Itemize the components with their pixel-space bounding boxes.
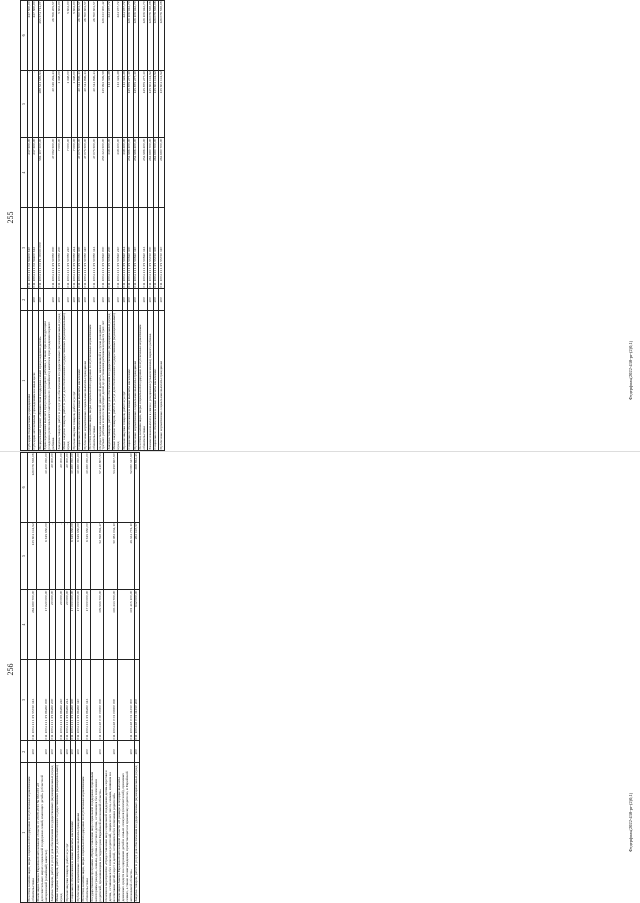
plan-amount-cell: 103 333 700,00	[104, 590, 117, 660]
remaining-amount-cell: 129 076 558,08	[159, 1, 165, 71]
executed-amount-cell: -	[50, 522, 56, 590]
budget-code-cell: 011 1004 11 1 P1 86260 000	[37, 660, 50, 741]
table-row	[159, 1, 165, 451]
admin-code-cell: 200	[57, 289, 63, 312]
budget-code-cell: 011 1004 11 1 P1 50840 310	[133, 208, 139, 289]
budget-code-cell: 011 1004 11 1 P1 55730 300	[153, 208, 159, 289]
plan-amount-cell: 584 107 500,00	[38, 138, 44, 208]
plan-amount-cell: 17 000 000,00	[81, 590, 90, 660]
budget-code-cell: 011 1004 28 0 01 11350 200	[134, 660, 140, 741]
name-cell: Закупка товаров, работ и услуг для обеспечения государственных (муниципальных) нужд	[107, 311, 113, 451]
remaining-amount-cell: 20 000,00	[50, 453, 56, 523]
column-header: 4	[21, 138, 28, 208]
admin-code-cell: 200	[113, 289, 122, 312]
table-row	[104, 453, 117, 903]
plan-amount-cell: 632 000,00	[134, 590, 140, 660]
budget-code-cell: 011 1004 11 1 P1 86260 200	[50, 660, 56, 741]
name-cell: Пособия, компенсации, меры социальной поддержки по публичным нормативным обязательствам	[27, 763, 36, 903]
remaining-amount-cell: 224 977,72	[122, 1, 128, 71]
executed-amount-cell: 20 314 896,43	[83, 70, 89, 138]
plan-amount-cell: 47 075 500,00	[83, 138, 89, 208]
admin-code-cell: 200	[153, 289, 159, 312]
executed-amount-cell: 1 398,00	[57, 70, 63, 138]
plan-amount-cell: 17 000 000,00	[76, 590, 82, 660]
column-header: 6	[21, 453, 28, 523]
budget-code-cell: 011 1004 11 1 P1 50840 313	[139, 208, 148, 289]
admin-code-cell: 200	[38, 289, 44, 312]
name-cell: Субсидии бюджетным учреждениям	[27, 311, 33, 451]
column-header: 6	[21, 1, 28, 71]
name-cell: Социальное обеспечение и иные выплаты населению	[153, 311, 159, 451]
admin-code-cell: 200	[81, 741, 90, 764]
budget-code-cell: 011 1004 11 1 P1 50780 200	[57, 208, 63, 289]
footer-stamp: Федерфоль(2022-430-pr-(2)0,1)	[628, 792, 633, 852]
name-cell: Закупка товаров, работ и услуг для обеспечения государственных (муниципальных) нужд	[57, 311, 63, 451]
budget-code-cell: 011 1004 11 1 P1 55730 000	[148, 208, 154, 289]
name-cell: Публичные нормативные социальные выплаты гражданам	[76, 763, 82, 903]
budget-code-cell: 011 1004 11 1 02 59400 612	[33, 208, 39, 289]
budget-code-cell: 011 1004 28 0 01 11350 000	[117, 660, 134, 741]
budget-code-cell: 011 1004 11 1 P1 50780 000	[44, 208, 57, 289]
plan-amount-cell: 17 000 000,00	[70, 590, 76, 660]
executed-amount-cell: -	[27, 70, 33, 138]
plan-amount-cell: 338 300,00	[122, 138, 128, 208]
executed-amount-cell: 50 083 032,10	[104, 522, 117, 590]
column-header: 1	[21, 763, 28, 903]
executed-amount-cell: 135 604 141,92	[153, 70, 159, 138]
plan-amount-cell: 237 500,00	[27, 138, 33, 208]
table-row	[117, 453, 134, 903]
budget-code-cell: 011 1004 28 0 01 00000 000	[104, 660, 117, 741]
admin-code-cell: 200	[88, 289, 97, 312]
executed-amount-cell: 113 322,28	[113, 70, 122, 138]
admin-code-cell: 200	[70, 741, 76, 764]
budget-code-cell: 011 1004 11 1 P1 50780 313	[88, 208, 97, 289]
remaining-amount-cell: 26 766 205,57	[44, 1, 57, 71]
executed-amount-cell: 20 316 294,43	[44, 70, 57, 138]
budget-code-cell: 011 1004 11 1 P1 50780 300	[77, 208, 83, 289]
budget-table	[20, 452, 140, 903]
remaining-amount-cell: 5 602,00	[57, 1, 63, 71]
plan-amount-cell: 20 000,00	[55, 590, 64, 660]
name-cell: Государственная программа «Предоставление мер социальной поддержки отдельным категориям граждан, семьям, детям-сиротам и детям, оставшимся без попечения родителей, проживающим на территории Еврейской автономной области»	[91, 763, 104, 903]
admin-code-cell: 200	[65, 741, 71, 764]
budget-code-cell: 011 1004 11 1 P1 86260 310	[76, 660, 82, 741]
executed-amount-cell: 125 879 277,30	[139, 70, 148, 138]
table-row	[62, 1, 71, 451]
table-row	[113, 1, 122, 451]
admin-code-cell: 200	[104, 741, 117, 764]
remaining-amount-cell: 129 076 558,08	[153, 1, 159, 71]
plan-amount-cell: 47 082 500,00	[44, 138, 57, 208]
executed-amount-cell: 6 619 950,00	[76, 522, 82, 590]
plan-amount-cell: 47 075 500,00	[77, 138, 83, 208]
budget-code-cell: 011 1004 11 1 P1 50840 240	[113, 208, 122, 289]
plan-amount-cell: 109 999 700,00	[91, 590, 104, 660]
table-row	[81, 453, 90, 903]
executed-amount-cell: 113 322,28	[107, 70, 113, 138]
plan-amount-cell: 264 680 700,00	[153, 138, 159, 208]
admin-code-cell: 200	[122, 289, 128, 312]
table-row	[44, 1, 57, 451]
executed-amount-cell: 20 314 896,43	[88, 70, 97, 138]
executed-amount-cell: 263 147,57	[134, 522, 140, 590]
remaining-amount-cell: 10 400 050,00	[37, 453, 50, 523]
remaining-amount-cell: 224 977,72	[113, 1, 122, 71]
plan-amount-cell: 254 986 200,00	[139, 138, 148, 208]
remaining-amount-cell: 129 076 558,08	[27, 453, 36, 523]
column-header: 3	[21, 208, 28, 289]
executed-amount-cell: 6 619 950,00	[70, 522, 76, 590]
budget-code-cell: 011 1004 11 1 P1 86260 300	[70, 660, 76, 741]
budget-code-cell: 011 1004 11 1 P1 86260 244	[65, 660, 71, 741]
admin-code-cell: 200	[98, 289, 107, 312]
remaining-amount-cell: 129 106 922,70	[133, 1, 139, 71]
remaining-amount-cell: 26 760 603,57	[83, 1, 89, 71]
remaining-amount-cell: 368 852,43	[134, 453, 140, 523]
name-cell: Закупка товаров, работ и услуг для обеспечения государственных (муниципальных) нужд	[50, 763, 56, 903]
name-cell: Ежемесячная выплата в связи с рождением (усыновлением) первого ребенка	[148, 311, 154, 451]
name-cell: Реализация Закона Еврейской автономной области от 29.06.2011 № 963-ОЗ «О дополнительных мерах социальной поддержки семей, имеющих детей» (областной материнский (семейный) капитал)	[37, 763, 50, 903]
budget-code-cell: 011 1004 11 1 P1 50840 000	[98, 208, 107, 289]
name-cell: Прочая закупка товаров, работ и услуг	[72, 311, 78, 451]
name-cell: Социальное обеспечение и иные выплаты населению	[70, 763, 76, 903]
plan-amount-cell: 338 300,00	[107, 138, 113, 208]
executed-amount-cell: 125 992 599,58	[98, 70, 107, 138]
executed-amount-cell: -	[33, 70, 39, 138]
plan-amount-cell: 20 000,00	[50, 590, 56, 660]
name-cell: Прочая закупка товаров, работ и услуг	[122, 311, 128, 451]
plan-amount-cell: 101 415 100,00	[117, 590, 134, 660]
admin-code-cell: 200	[139, 289, 148, 312]
executed-amount-cell: 288 531 985,93	[38, 70, 44, 138]
executed-amount-cell: 135 604 141,92	[27, 522, 36, 590]
column-header: 5	[21, 522, 28, 590]
executed-amount-cell: 6 619 950,00	[81, 522, 90, 590]
table-row	[98, 1, 107, 451]
budget-code-cell: 011 1004 11 1 03 P1 00000 000	[38, 208, 44, 289]
admin-code-cell: 200	[27, 741, 36, 764]
table-row	[37, 453, 50, 903]
executed-amount-cell: -	[55, 522, 64, 590]
admin-code-cell: 200	[50, 741, 56, 764]
page-256	[0, 452, 640, 903]
admin-code-cell: 200	[33, 289, 39, 312]
remaining-amount-cell: 129 106 922,70	[139, 1, 148, 71]
plan-amount-cell: 264 680 700,00	[159, 138, 165, 208]
table-row	[55, 453, 64, 903]
plan-amount-cell: 237 500,00	[33, 138, 39, 208]
name-cell: Федеральный проект «Финансовая поддержка семей при рождении детей»	[38, 311, 44, 451]
column-header: 3	[21, 660, 28, 741]
plan-amount-cell: 264 680 700,00	[27, 590, 36, 660]
budget-code-cell: 011 1004 11 1 P1 50780 310	[83, 208, 89, 289]
admin-code-cell: 200	[55, 741, 64, 764]
admin-code-cell: 200	[77, 289, 83, 312]
table-row	[91, 453, 104, 903]
executed-amount-cell: 52 598 892,47	[91, 522, 104, 590]
table-row	[27, 453, 36, 903]
name-cell: Прочая закупка товаров, работ и услуг	[65, 763, 71, 903]
executed-amount-cell: 135 604 141,92	[148, 70, 154, 138]
plan-amount-cell: 338 300,00	[113, 138, 122, 208]
name-cell: Публичные нормативные социальные выплаты гражданам	[133, 311, 139, 451]
name-cell: Единовременная выплата при рождении первого ребенка, а также при последующем рождении регионального материнского (семейного) капитала при рождении первого ребенка	[44, 311, 57, 451]
executed-amount-cell: 6 619 950,00	[37, 522, 50, 590]
admin-code-cell: 200	[134, 741, 140, 764]
table-row	[139, 1, 148, 451]
budget-code-cell: 011 1004 11 1 02 59400 610	[27, 208, 33, 289]
admin-code-cell: 200	[128, 289, 134, 312]
remaining-amount-cell: 20 000,00	[55, 453, 64, 523]
executed-amount-cell: 1 398,00	[62, 70, 71, 138]
name-cell: Социальное обеспечение и иные выплаты населению	[128, 311, 134, 451]
budget-code-cell: 011 1004 11 1 P1 50840 200	[107, 208, 113, 289]
name-cell: Основное мероприятие «Предоставление мер социальной поддержки детям-сиротам и детям, оставшимся без попечения родителей, лицам из их числа, семьям, взявшим на воспитание детей-сирот и детей, оставшихся без попечения родителей»	[104, 763, 117, 903]
admin-code-cell: 200	[76, 741, 82, 764]
name-cell: Пособия, компенсации, меры социальной поддержки по публичным нормативным обязательствам	[139, 311, 148, 451]
budget-code-cell: 011 1004 11 1 P1 55730 310	[159, 208, 165, 289]
budget-code-cell: 011 1004 11 1 P1 86260 240	[55, 660, 64, 741]
plan-amount-cell: 7 000,00	[62, 138, 71, 208]
plan-amount-cell: 264 680 700,00	[148, 138, 154, 208]
plan-amount-cell: 20 000,00	[65, 590, 71, 660]
admin-code-cell: 200	[83, 289, 89, 312]
admin-code-cell: 200	[44, 289, 57, 312]
budget-table	[20, 0, 165, 451]
page-255	[0, 0, 640, 451]
plan-amount-cell: 7 000,00	[72, 138, 78, 208]
table-row	[88, 1, 97, 451]
budget-code-cell: 011 1004 11 1 P1 50840 244	[122, 208, 128, 289]
budget-code-cell: 011 1004 11 1 P1 86260 313	[81, 660, 90, 741]
admin-code-cell: 200	[159, 289, 165, 312]
admin-code-cell: 200	[133, 289, 139, 312]
admin-code-cell: 200	[62, 289, 71, 312]
plan-amount-cell: 47 075 500,00	[88, 138, 97, 208]
name-cell: Пособия, компенсации, меры социальной поддержки по публичным нормативным обязательствам	[81, 763, 90, 903]
budget-code-cell: 011 1004 11 1 P1 55730 313	[27, 660, 36, 741]
remaining-amount-cell: 129 106 922,70	[128, 1, 134, 71]
name-cell: Публичные нормативные социальные выплаты гражданам	[83, 311, 89, 451]
page-number: 256	[6, 663, 15, 676]
name-cell: Иные закупки товаров, работ и услуг для обеспечения государственных (муниципальных) нужд	[55, 763, 64, 903]
remaining-amount-cell: 26 760 603,57	[77, 1, 83, 71]
remaining-amount-cell: 129 076 558,08	[148, 1, 154, 71]
remaining-amount-cell: 237 500,00	[27, 1, 33, 71]
plan-amount-cell: 255 324 500,00	[98, 138, 107, 208]
name-cell: Иные закупки товаров, работ и услуг для обеспечения государственных (муниципальных) нужд	[62, 311, 71, 451]
column-header: 1	[21, 311, 28, 451]
admin-code-cell: 200	[91, 741, 104, 764]
budget-code-cell: 011 1004 11 1 P1 50780 240	[62, 208, 71, 289]
table-header-row	[21, 1, 28, 451]
plan-amount-cell: 17 020 000,00	[37, 590, 50, 660]
name-cell: Публичные нормативные социальные выплаты гражданам	[159, 311, 165, 451]
executed-amount-cell: 1 398,00	[72, 70, 78, 138]
name-cell: Пособия, компенсации, меры социальной поддержки по публичным нормативным обязательствам	[88, 311, 97, 451]
column-header: 4	[21, 590, 28, 660]
plan-amount-cell: 254 986 200,00	[128, 138, 134, 208]
plan-amount-cell: 7 000,00	[57, 138, 63, 208]
admin-code-cell: 200	[148, 289, 154, 312]
name-cell: Осуществление ежемесячной денежной выплаты, назначаемой в случае рождения третьего ребенка или последующих детей до достижения ребенком возраста трех лет	[98, 311, 107, 451]
remaining-amount-cell: 224 977,72	[107, 1, 113, 71]
executed-amount-cell: -	[65, 522, 71, 590]
budget-code-cell: 011 1004 28 0 00 00000 000	[91, 660, 104, 741]
name-cell: Реализация Закона Еврейской автономной области «О размере и порядке выплаты денежных средств на содержание детей в семьях опекунов (попечителей), приемных семьях, а также вознаграждения, причитающегося приемному родителю, в Еврейской автономной области»	[117, 763, 134, 903]
name-cell: Субсидии автономным учреждениям на иные цели	[33, 311, 39, 451]
executed-amount-cell: 20 314 896,43	[77, 70, 83, 138]
admin-code-cell: 200	[107, 289, 113, 312]
executed-amount-cell: 49 334 772,10	[117, 522, 134, 590]
remaining-amount-cell: 52 080 327,90	[117, 453, 134, 523]
remaining-amount-cell: 10 380 050,00	[81, 453, 90, 523]
budget-code-cell: 011 1004 11 1 P1 50780 244	[72, 208, 78, 289]
executed-amount-cell: 125 879 277,30	[133, 70, 139, 138]
remaining-amount-cell: 237 500,00	[33, 1, 39, 71]
remaining-amount-cell: 295 574 714,07	[38, 1, 44, 71]
remaining-amount-cell: 57 410 807,53	[91, 453, 104, 523]
footer-stamp: Федерфоль(2022-430-pr-(2)0,1)	[628, 340, 633, 400]
admin-code-cell: 200	[72, 289, 78, 312]
table-row	[134, 453, 140, 903]
name-cell: Иные закупки товаров, работ и услуг для обеспечения государственных (муниципальных) нужд	[113, 311, 122, 451]
remaining-amount-cell: 129 331 900,42	[98, 1, 107, 71]
remaining-amount-cell: 26 760 603,57	[88, 1, 97, 71]
admin-code-cell: 200	[37, 741, 50, 764]
remaining-amount-cell: 5 602,00	[72, 1, 78, 71]
column-header: 2	[21, 289, 28, 312]
remaining-amount-cell: 10 380 050,00	[76, 453, 82, 523]
executed-amount-cell: 125 879 277,30	[128, 70, 134, 138]
executed-amount-cell: 113 322,28	[122, 70, 128, 138]
remaining-amount-cell: 5 602,00	[62, 1, 71, 71]
page-number: 255	[6, 211, 15, 224]
plan-amount-cell: 254 986 200,00	[133, 138, 139, 208]
admin-code-cell: 200	[117, 741, 134, 764]
remaining-amount-cell: 10 380 050,00	[70, 453, 76, 523]
remaining-amount-cell: 20 000,00	[65, 453, 71, 523]
budget-code-cell: 011 1004 11 1 P1 50840 300	[128, 208, 134, 289]
remaining-amount-cell: 53 250 667,90	[104, 453, 117, 523]
name-cell: Закупка товаров, работ и услуг для обеспечения государственных (муниципальных) нужд	[134, 763, 140, 903]
name-cell: Социальное обеспечение и иные выплаты населению	[77, 311, 83, 451]
column-header: 2	[21, 741, 28, 764]
executed-amount-cell: 135 604 141,92	[159, 70, 165, 138]
column-header: 5	[21, 70, 28, 138]
